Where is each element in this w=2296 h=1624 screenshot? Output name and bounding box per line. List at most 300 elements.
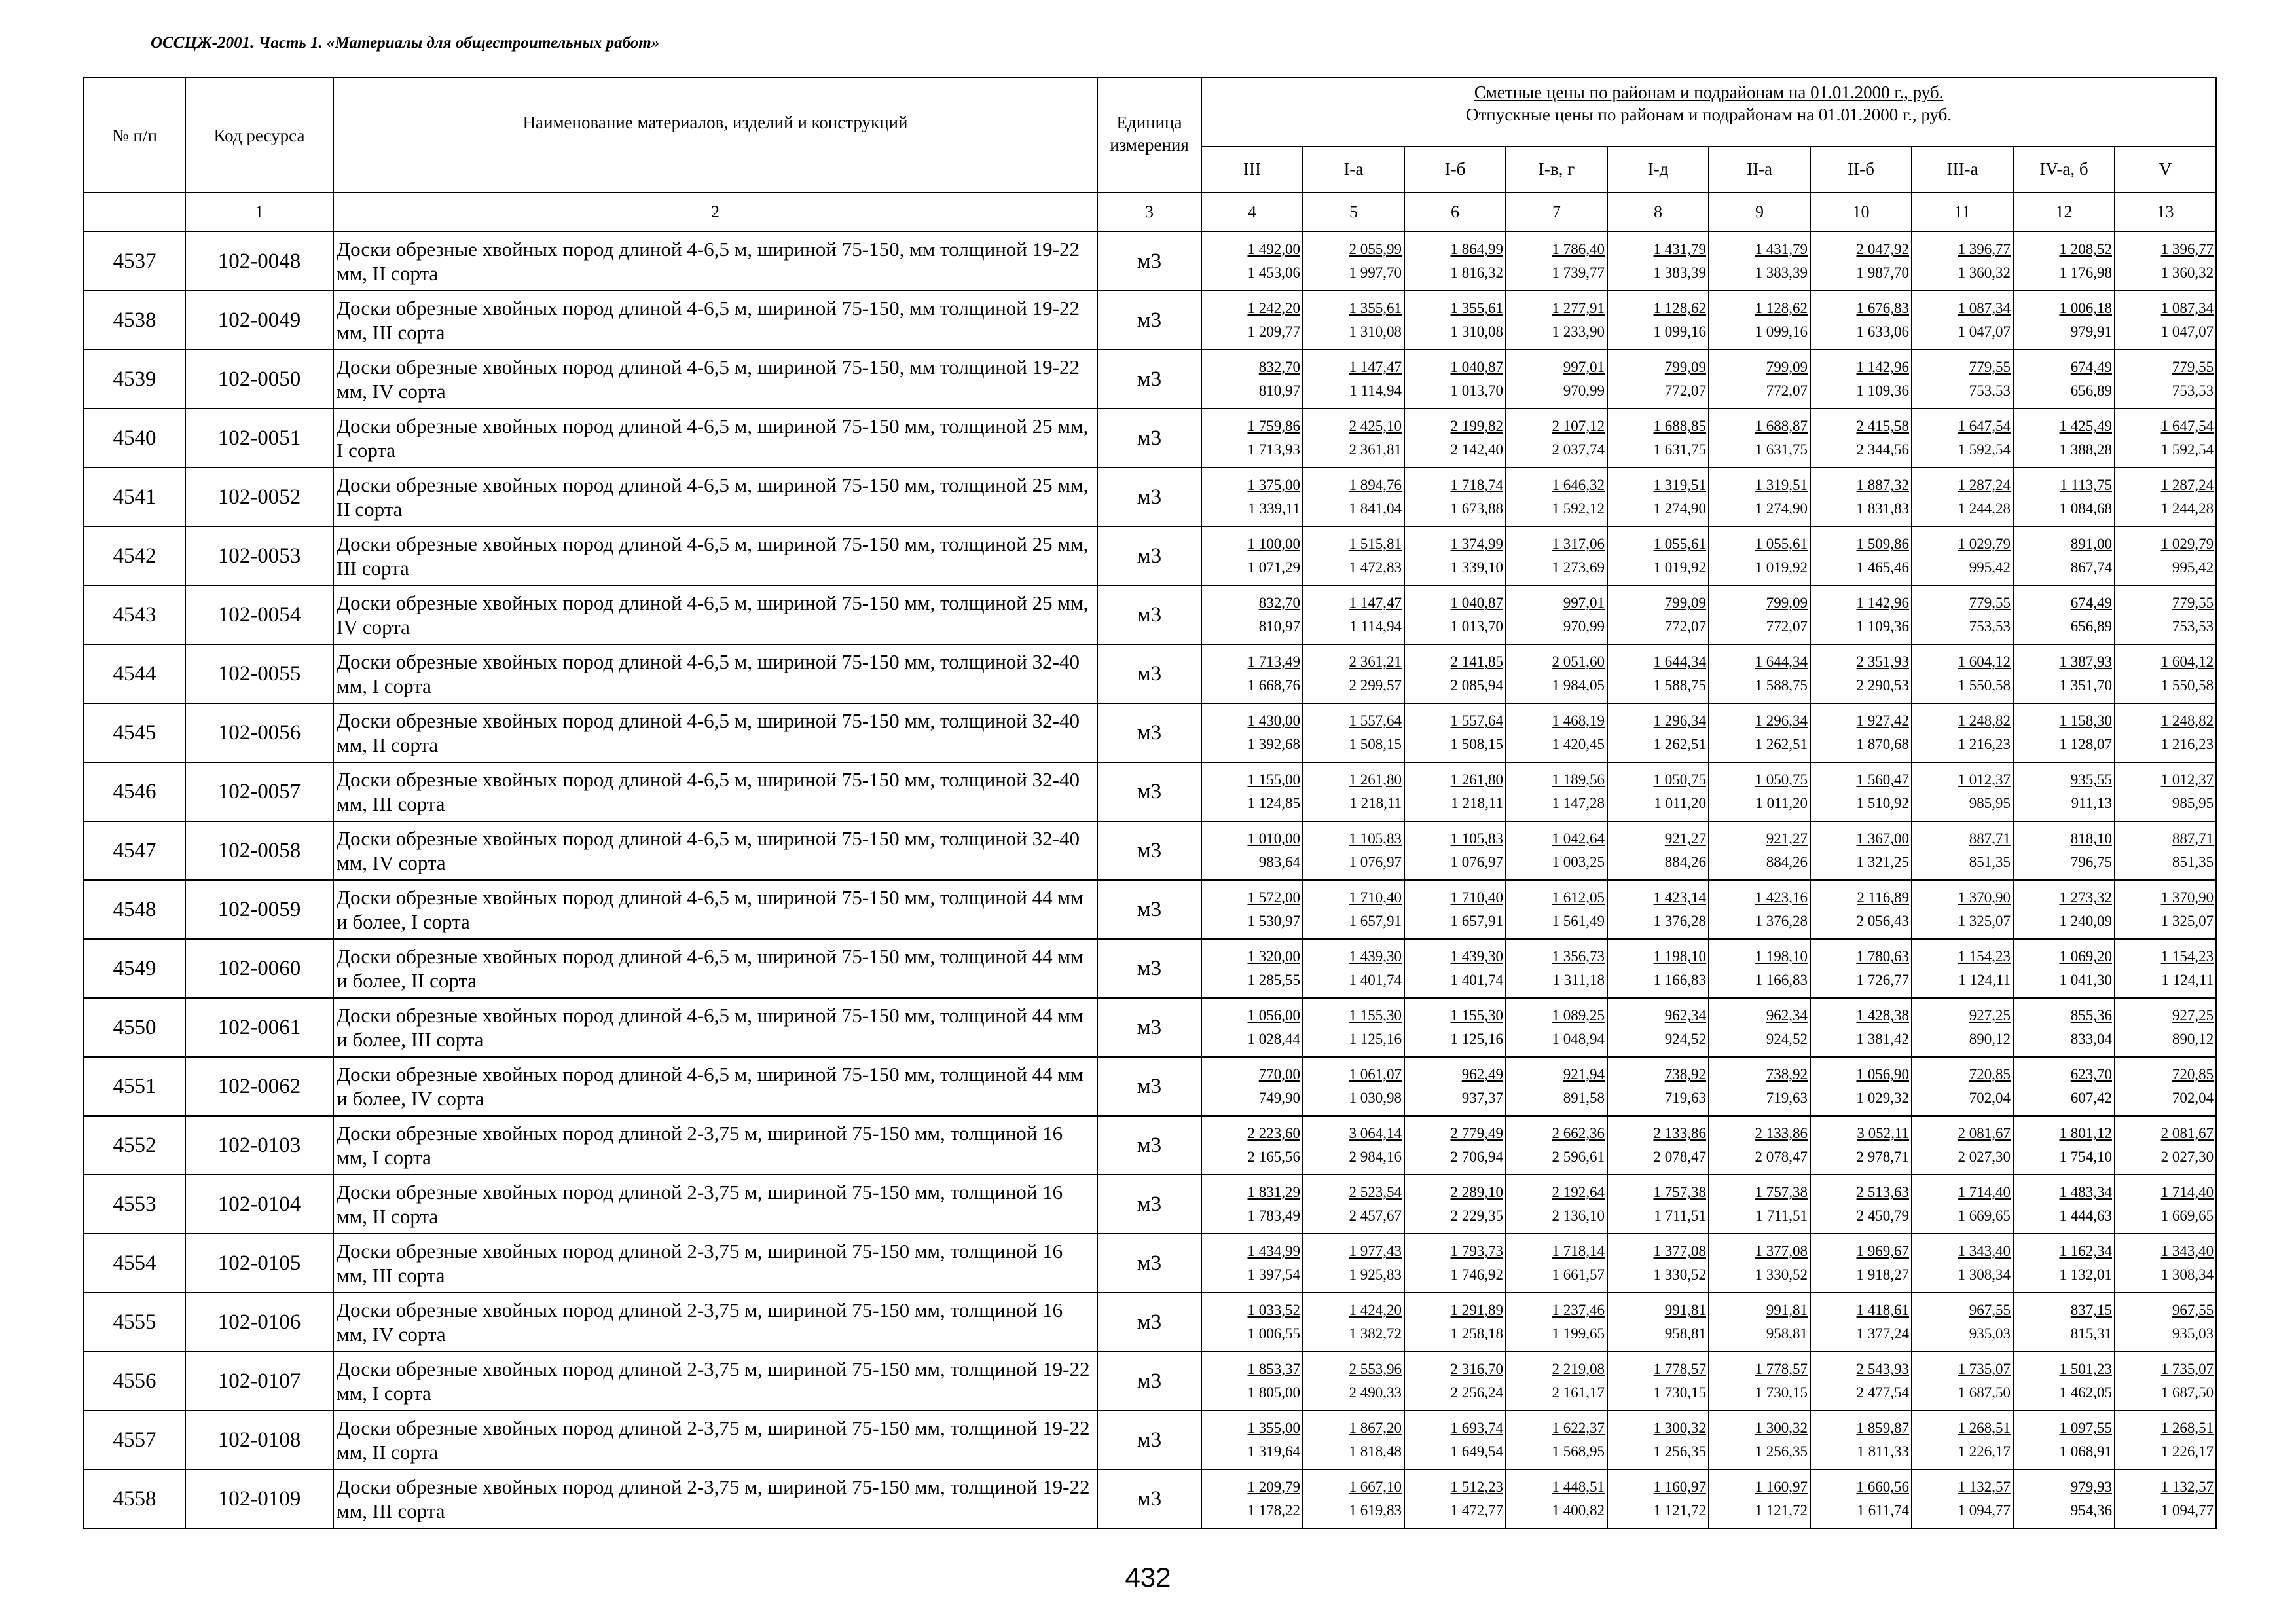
price-cell <box>2115 1057 2216 1116</box>
estimate-price: 1 010,00 <box>1247 830 1300 847</box>
price-cell <box>1506 703 1607 762</box>
region-header: II-a <box>1709 147 1810 193</box>
estimate-price: 1 356,73 <box>1552 948 1605 965</box>
estimate-price: 779,55 <box>2172 595 2214 612</box>
release-price: 719,63 <box>1664 1090 1706 1106</box>
estimate-price: 1 786,40 <box>1552 241 1605 258</box>
estimate-price: 1 512,23 <box>1450 1479 1503 1496</box>
estimate-price: 1 509,86 <box>1856 536 1909 553</box>
estimate-price: 2 133,86 <box>1653 1125 1706 1142</box>
price-cell <box>1404 1293 1506 1352</box>
release-price: 1 256,35 <box>1755 1443 1808 1460</box>
release-price: 1 028,44 <box>1247 1031 1300 1047</box>
material-name: Доски обрезные хвойных пород длиной 4-6,5 м, шириной 75-150 мм, толщиной 44 мм и более, II сорта <box>333 939 1097 998</box>
estimate-price: 1 515,81 <box>1349 536 1402 553</box>
estimate-price: 1 012,37 <box>2160 771 2214 788</box>
price-cell <box>1303 644 1404 703</box>
release-price: 1 687,50 <box>1958 1384 2011 1401</box>
estimate-price: 1 142,96 <box>1856 359 1909 376</box>
release-price: 1 592,54 <box>1958 441 2011 458</box>
price-cell <box>2115 880 2216 939</box>
estimate-price: 2 116,89 <box>1857 889 1909 906</box>
release-price: 1 462,05 <box>2059 1384 2112 1401</box>
estimate-price: 2 662,36 <box>1552 1125 1605 1142</box>
estimate-price: 1 853,37 <box>1247 1361 1300 1378</box>
unit: м3 <box>1097 350 1201 409</box>
estimate-price: 1 056,90 <box>1856 1066 1909 1083</box>
release-price: 702,04 <box>1969 1090 2011 1106</box>
estimate-price: 1 434,99 <box>1247 1243 1300 1260</box>
price-cell <box>1404 585 1506 644</box>
estimate-price: 1 317,06 <box>1552 536 1605 553</box>
price-cell <box>1709 409 1810 468</box>
price-cell <box>1912 232 2013 291</box>
release-price: 1 472,77 <box>1450 1502 1503 1519</box>
price-cell <box>1404 762 1506 821</box>
price-cell <box>1506 644 1607 703</box>
release-price: 1 870,68 <box>1856 736 1909 752</box>
estimate-price: 1 793,73 <box>1450 1243 1503 1260</box>
release-price: 1 360,32 <box>2160 265 2214 281</box>
resource-code: 102-0048 <box>185 232 333 291</box>
estimate-price: 1 209,79 <box>1247 1479 1300 1496</box>
release-price: 2 142,40 <box>1450 441 1503 458</box>
material-name: Доски обрезные хвойных пород длиной 2-3,75 м, шириной 75-150 мм, толщиной 16 мм, II сорта <box>333 1175 1097 1234</box>
release-price: 1 166,83 <box>1653 972 1706 988</box>
estimate-price: 1 710,40 <box>1349 889 1402 906</box>
price-cell <box>2013 1411 2115 1469</box>
release-price: 1 376,28 <box>1755 913 1808 929</box>
price-cell <box>1303 1352 1404 1411</box>
price-cell <box>1607 939 1709 998</box>
release-price: 1 739,77 <box>1552 265 1605 281</box>
price-cell <box>2115 585 2216 644</box>
price-cell <box>1201 762 1303 821</box>
estimate-price: 623,70 <box>2070 1066 2112 1083</box>
estimate-price: 1 831,29 <box>1247 1184 1300 1201</box>
unit: м3 <box>1097 939 1201 998</box>
table-row <box>84 821 2216 880</box>
price-cell <box>1201 644 1303 703</box>
price-cell <box>1810 703 1912 762</box>
material-name: Доски обрезные хвойных пород длиной 4-6,5 м, шириной 75-150 мм, толщиной 44 мм и более, IV сорта <box>333 1057 1097 1116</box>
price-cell <box>1912 1293 2013 1352</box>
price-title-line1: Сметные цены по районам и подрайонам на 01.01.2000 г., руб. <box>1474 83 1944 102</box>
price-cell <box>1607 1175 1709 1234</box>
column-number: 4 <box>1201 193 1303 232</box>
estimate-price: 1 162,34 <box>2059 1243 2112 1260</box>
price-cell <box>1201 1057 1303 1116</box>
estimate-price: 2 047,92 <box>1856 241 1909 258</box>
price-cell <box>1404 1057 1506 1116</box>
price-cell <box>1810 350 1912 409</box>
estimate-price: 1 040,87 <box>1450 595 1503 612</box>
release-price: 1 019,92 <box>1653 559 1706 576</box>
estimate-price: 1 277,91 <box>1552 300 1605 317</box>
release-price: 1 013,70 <box>1450 382 1503 399</box>
release-price: 1 339,10 <box>1450 559 1503 576</box>
price-cell <box>1201 1352 1303 1411</box>
estimate-price: 1 418,61 <box>1856 1302 1909 1319</box>
table-row <box>84 1352 2216 1411</box>
estimate-price: 991,81 <box>1664 1302 1706 1319</box>
price-cell <box>1912 1175 2013 1234</box>
release-price: 2 037,74 <box>1552 441 1605 458</box>
price-cell <box>1607 1116 1709 1175</box>
row-number: 4543 <box>84 585 185 644</box>
estimate-price: 1 061,07 <box>1349 1066 1402 1083</box>
price-cell <box>2115 1411 2216 1469</box>
estimate-price: 1 029,79 <box>1958 536 2011 553</box>
release-price: 1 588,75 <box>1755 677 1808 693</box>
release-price: 1 147,28 <box>1552 795 1605 811</box>
price-cell <box>1912 468 2013 526</box>
release-price: 1 730,15 <box>1755 1384 1808 1401</box>
estimate-price: 1 714,40 <box>1958 1184 2011 1201</box>
estimate-price: 1 425,49 <box>2059 418 2112 435</box>
price-cell <box>2115 1352 2216 1411</box>
release-price: 719,63 <box>1766 1090 1808 1106</box>
material-name: Доски обрезные хвойных пород длиной 2-3,75 м, шириной 75-150 мм, толщиной 19-22 мм, II сорта <box>333 1411 1097 1469</box>
price-cell <box>1303 585 1404 644</box>
release-price: 1 041,30 <box>2059 972 2112 988</box>
release-price: 1 730,15 <box>1653 1384 1706 1401</box>
release-price: 924,52 <box>1766 1031 1808 1047</box>
estimate-price: 1 483,34 <box>2059 1184 2112 1201</box>
row-number: 4540 <box>84 409 185 468</box>
estimate-price: 927,25 <box>1969 1007 2011 1024</box>
release-price: 1 568,95 <box>1552 1443 1605 1460</box>
estimate-price: 3 064,14 <box>1349 1125 1402 1142</box>
price-cell <box>1607 703 1709 762</box>
price-cell <box>1303 526 1404 585</box>
release-price: 1 325,07 <box>1958 913 2011 929</box>
price-cell <box>1810 1293 1912 1352</box>
release-price: 890,12 <box>1969 1031 2011 1047</box>
estimate-price: 2 361,21 <box>1349 654 1402 671</box>
release-price: 995,42 <box>1969 559 2011 576</box>
price-cell <box>1303 821 1404 880</box>
material-name: Доски обрезные хвойных пород длиной 4-6,5 м, шириной 75-150 мм, толщиной 25 мм, II сорта <box>333 468 1097 526</box>
unit: м3 <box>1097 703 1201 762</box>
release-price: 753,53 <box>1969 382 2011 399</box>
unit: м3 <box>1097 1411 1201 1469</box>
estimate-price: 1 132,57 <box>2160 1479 2214 1496</box>
column-number: 8 <box>1607 193 1709 232</box>
estimate-price: 921,94 <box>1563 1066 1605 1083</box>
table-row <box>84 468 2216 526</box>
estimate-price: 1 492,00 <box>1247 241 1300 258</box>
resource-code: 102-0057 <box>185 762 333 821</box>
price-cell <box>1607 644 1709 703</box>
estimate-price: 1 718,14 <box>1552 1243 1605 1260</box>
release-price: 1 013,70 <box>1450 618 1503 635</box>
price-cell <box>1404 998 1506 1057</box>
estimate-price: 935,55 <box>2070 771 2112 788</box>
release-price: 1 726,77 <box>1856 972 1909 988</box>
estimate-price: 1 105,83 <box>1450 830 1503 847</box>
price-cell <box>1404 350 1506 409</box>
release-price: 1 397,54 <box>1247 1266 1300 1283</box>
release-price: 607,42 <box>2070 1090 2112 1106</box>
estimate-price: 1 778,57 <box>1653 1361 1706 1378</box>
material-name: Доски обрезные хвойных пород длиной 2-3,75 м, шириной 75-150 мм, толщиной 19-22 мм, III сорта <box>333 1469 1097 1528</box>
release-price: 1 831,83 <box>1856 500 1909 517</box>
price-cell <box>1912 1234 2013 1293</box>
estimate-price: 1 355,61 <box>1349 300 1402 317</box>
price-cell <box>2013 1116 2115 1175</box>
price-cell <box>1709 1352 1810 1411</box>
price-cell <box>1912 762 2013 821</box>
price-cell <box>1607 350 1709 409</box>
price-cell <box>1506 1352 1607 1411</box>
estimate-price: 1 780,63 <box>1856 948 1909 965</box>
estimate-price: 1 604,12 <box>1958 654 2011 671</box>
price-cell <box>1709 703 1810 762</box>
release-price: 1 746,92 <box>1450 1266 1503 1283</box>
release-price: 1 381,42 <box>1856 1031 1909 1047</box>
price-cell <box>1201 350 1303 409</box>
table-row <box>84 1234 2216 1293</box>
estimate-price: 1 296,34 <box>1653 712 1706 729</box>
release-price: 1 109,36 <box>1856 382 1909 399</box>
release-price: 2 085,94 <box>1450 677 1503 693</box>
estimate-price: 779,55 <box>1969 359 2011 376</box>
release-price: 2 027,30 <box>2160 1149 2214 1165</box>
estimate-price: 1 155,30 <box>1349 1007 1402 1024</box>
release-price: 1 713,93 <box>1247 441 1300 458</box>
release-price: 1 285,55 <box>1247 972 1300 988</box>
release-price: 1 711,51 <box>1755 1208 1808 1224</box>
price-cell <box>1709 350 1810 409</box>
price-cell <box>1810 1234 1912 1293</box>
price-cell <box>1912 1116 2013 1175</box>
estimate-price: 2 081,67 <box>1958 1125 2011 1142</box>
release-price: 1 310,08 <box>1349 323 1402 340</box>
estimate-price: 1 291,89 <box>1450 1302 1503 1319</box>
release-price: 1 047,07 <box>1958 323 2011 340</box>
estimate-price: 1 050,75 <box>1755 771 1808 788</box>
release-price: 1 199,65 <box>1552 1325 1605 1342</box>
release-price: 1 029,32 <box>1856 1090 1909 1106</box>
row-number: 4557 <box>84 1411 185 1469</box>
price-cell <box>1201 939 1303 998</box>
estimate-price: 1 055,61 <box>1653 536 1706 553</box>
release-price: 753,53 <box>2172 618 2214 635</box>
estimate-price: 1 006,18 <box>2059 300 2112 317</box>
release-price: 1 510,92 <box>1856 795 1909 811</box>
price-cell <box>1912 526 2013 585</box>
release-price: 1 121,72 <box>1755 1502 1808 1519</box>
estimate-price: 1 676,83 <box>1856 300 1909 317</box>
estimate-price: 997,01 <box>1563 595 1605 612</box>
resource-code: 102-0059 <box>185 880 333 939</box>
price-cell <box>1607 409 1709 468</box>
estimate-price: 1 801,12 <box>2059 1125 2112 1142</box>
price-cell <box>1506 409 1607 468</box>
price-cell <box>2115 350 2216 409</box>
estimate-price: 1 468,19 <box>1552 712 1605 729</box>
estimate-price: 1 622,37 <box>1552 1420 1605 1437</box>
estimate-price: 1 100,00 <box>1247 536 1300 553</box>
estimate-price: 1 859,87 <box>1856 1420 1909 1437</box>
price-cell <box>1810 291 1912 350</box>
release-price: 1 997,70 <box>1349 265 1402 281</box>
release-price: 810,97 <box>1258 618 1300 635</box>
price-cell <box>2115 409 2216 468</box>
column-number: 3 <box>1097 193 1201 232</box>
estimate-price: 2 223,60 <box>1247 1125 1300 1142</box>
price-cell <box>2013 880 2115 939</box>
row-number: 4544 <box>84 644 185 703</box>
column-number: 5 <box>1303 193 1404 232</box>
price-cell <box>1303 762 1404 821</box>
estimate-price: 1 296,34 <box>1755 712 1808 729</box>
unit: м3 <box>1097 232 1201 291</box>
estimate-price: 2 425,10 <box>1349 418 1402 435</box>
price-cell <box>2115 468 2216 526</box>
price-cell <box>1303 1411 1404 1469</box>
estimate-price: 720,85 <box>2172 1066 2214 1083</box>
price-cell <box>1912 939 2013 998</box>
estimate-price: 921,27 <box>1766 830 1808 847</box>
column-number: 10 <box>1810 193 1912 232</box>
estimate-price: 1 040,87 <box>1450 359 1503 376</box>
price-cell <box>1404 939 1506 998</box>
price-cell <box>1303 1057 1404 1116</box>
unit: м3 <box>1097 1352 1201 1411</box>
estimate-price: 1 644,34 <box>1653 654 1706 671</box>
estimate-price: 3 052,11 <box>1857 1125 1909 1142</box>
table-row <box>84 998 2216 1057</box>
estimate-price: 1 396,77 <box>1958 241 2011 258</box>
estimate-price: 887,71 <box>2172 830 2214 847</box>
release-price: 1 783,49 <box>1247 1208 1300 1224</box>
table-row <box>84 1057 2216 1116</box>
price-cell <box>1303 1293 1404 1352</box>
price-cell <box>2013 1057 2115 1116</box>
release-price: 1 121,72 <box>1653 1502 1706 1519</box>
release-price: 1 669,65 <box>1958 1208 2011 1224</box>
estimate-price: 1 431,79 <box>1755 241 1808 258</box>
estimate-price: 1 693,74 <box>1450 1420 1503 1437</box>
unit: м3 <box>1097 998 1201 1057</box>
price-cell <box>1404 880 1506 939</box>
estimate-price: 1 710,40 <box>1450 889 1503 906</box>
price-cell <box>2115 821 2216 880</box>
resource-code: 102-0061 <box>185 998 333 1057</box>
release-price: 753,53 <box>2172 382 2214 399</box>
release-price: 1 818,48 <box>1349 1443 1402 1460</box>
col-header-name: Наименование материалов, изделий и конструкций <box>333 77 1097 193</box>
price-cell <box>1506 232 1607 291</box>
release-price: 1 592,54 <box>2160 441 2214 458</box>
estimate-price: 1 612,05 <box>1552 889 1605 906</box>
release-price: 1 076,97 <box>1450 854 1503 870</box>
estimate-price: 2 513,63 <box>1856 1184 1909 1201</box>
material-name: Доски обрезные хвойных пород длиной 2-3,75 м, шириной 75-150 мм, толщиной 19-22 мм, I сорта <box>333 1352 1097 1411</box>
release-price: 1 588,75 <box>1653 677 1706 693</box>
price-cell <box>1201 232 1303 291</box>
material-name: Доски обрезные хвойных пород длиной 4-6,5 м, шириной 75-150, мм толщиной 19-22 мм, II сорта <box>333 232 1097 291</box>
unit: м3 <box>1097 644 1201 703</box>
estimate-price: 1 688,87 <box>1755 418 1808 435</box>
release-price: 2 165,56 <box>1247 1149 1300 1165</box>
estimate-price: 2 351,93 <box>1856 654 1909 671</box>
release-price: 1 472,83 <box>1349 559 1402 576</box>
release-price: 1 094,77 <box>2160 1502 2214 1519</box>
price-cell <box>2013 1293 2115 1352</box>
release-price: 772,07 <box>1664 382 1706 399</box>
release-price: 1 209,77 <box>1247 323 1300 340</box>
price-cell <box>1709 232 1810 291</box>
estimate-price: 1 439,30 <box>1349 948 1402 965</box>
estimate-price: 1 268,51 <box>1958 1420 2011 1437</box>
row-number: 4537 <box>84 232 185 291</box>
price-cell <box>2013 350 2115 409</box>
release-price: 2 078,47 <box>1653 1149 1706 1165</box>
estimate-price: 738,92 <box>1664 1066 1706 1083</box>
release-price: 1 226,17 <box>2160 1443 2214 1460</box>
release-price: 1 631,75 <box>1653 441 1706 458</box>
price-cell <box>1303 1234 1404 1293</box>
unit: м3 <box>1097 762 1201 821</box>
release-price: 1 109,36 <box>1856 618 1909 635</box>
price-cell <box>1810 409 1912 468</box>
estimate-price: 2 141,85 <box>1450 654 1503 671</box>
price-cell <box>1506 585 1607 644</box>
release-price: 1 465,46 <box>1856 559 1909 576</box>
price-cell <box>2115 1175 2216 1234</box>
document-header: ОССЦЖ-2001. Часть 1. «Материалы для общестроительных работ» <box>151 34 660 52</box>
estimate-price: 1 087,34 <box>1958 300 2011 317</box>
estimate-price: 1 375,00 <box>1247 477 1300 494</box>
price-cell <box>1303 409 1404 468</box>
estimate-price: 832,70 <box>1258 359 1300 376</box>
release-price: 1 453,06 <box>1247 265 1300 281</box>
price-cell <box>1404 526 1506 585</box>
release-price: 1 262,51 <box>1755 736 1808 752</box>
release-price: 970,99 <box>1563 382 1605 399</box>
price-cell <box>1404 232 1506 291</box>
price-cell <box>1303 939 1404 998</box>
release-price: 1 339,11 <box>1248 500 1300 517</box>
release-price: 1 420,45 <box>1552 736 1605 752</box>
release-price: 1 216,23 <box>2160 736 2214 752</box>
estimate-price: 1 887,32 <box>1856 477 1909 494</box>
release-price: 1 216,23 <box>1958 736 2011 752</box>
row-number: 4542 <box>84 526 185 585</box>
estimate-price: 1 396,77 <box>2160 241 2214 258</box>
estimate-price: 1 646,32 <box>1552 477 1605 494</box>
estimate-price: 1 113,75 <box>2060 477 2112 494</box>
release-price: 1 311,18 <box>1552 972 1605 988</box>
estimate-price: 2 133,86 <box>1755 1125 1808 1142</box>
estimate-price: 2 289,10 <box>1450 1184 1503 1201</box>
region-header: I-б <box>1404 147 1506 193</box>
release-price: 1 388,28 <box>2059 441 2112 458</box>
estimate-price: 1 198,10 <box>1653 948 1706 965</box>
estimate-price: 1 757,38 <box>1755 1184 1808 1201</box>
release-price: 1 805,00 <box>1247 1384 1300 1401</box>
release-price: 1 673,88 <box>1450 500 1503 517</box>
estimate-price: 2 553,96 <box>1349 1361 1402 1378</box>
estimate-price: 1 248,82 <box>2160 712 2214 729</box>
release-price: 1 925,83 <box>1349 1266 1402 1283</box>
release-price: 1 377,24 <box>1856 1325 1909 1342</box>
release-price: 772,07 <box>1766 382 1808 399</box>
estimate-price: 1 977,43 <box>1349 1243 1402 1260</box>
